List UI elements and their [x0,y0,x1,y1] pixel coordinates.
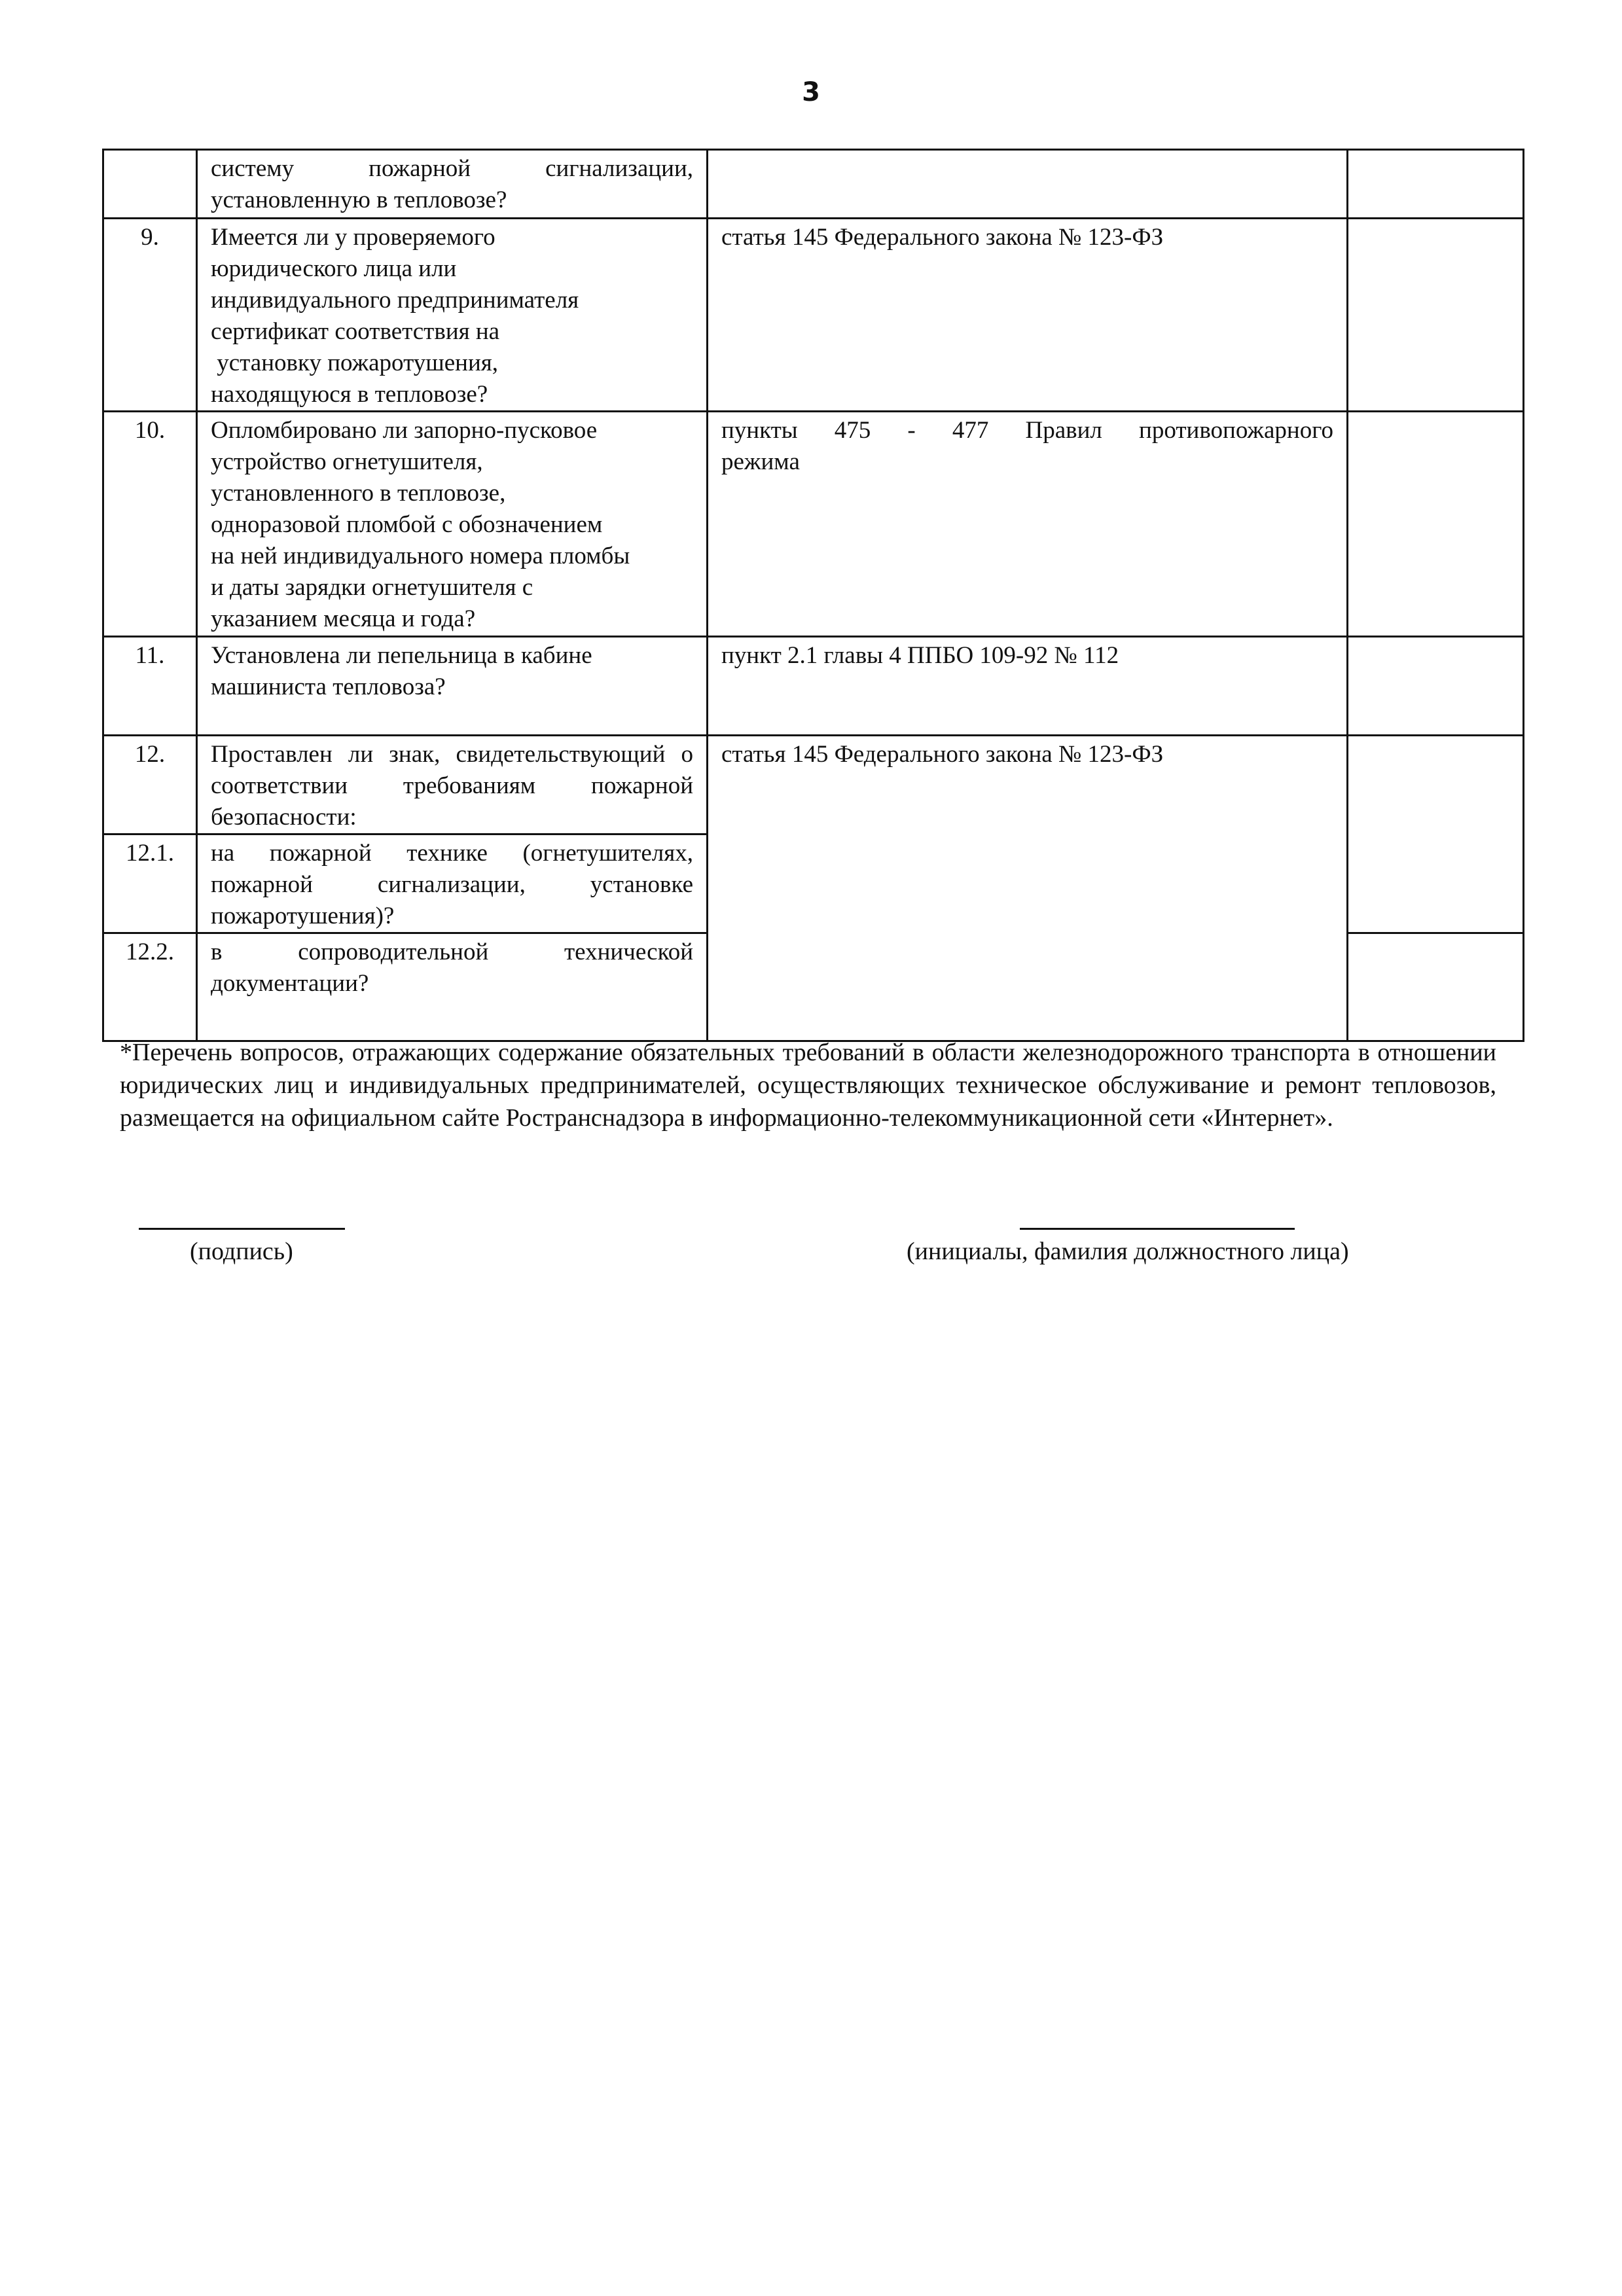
answer-mark-cell [1348,412,1524,637]
signature-line [139,1228,345,1230]
question-cell [197,637,708,736]
question-line: на ней индивидуального номера пломбы [211,543,630,569]
official-name-line [1020,1228,1295,1230]
row-number: 11. [103,637,197,736]
row-number: 12. [103,736,197,834]
row-number: 12.2. [103,933,197,1041]
official-name-caption: (инициалы, фамилия должностного лица) [907,1238,1349,1265]
page-number: 3 [802,77,820,107]
answer-mark-cell [1348,637,1524,736]
question-line: индивидуального предпринимателя [211,287,579,314]
legal-reference: статья 145 Федерального закона № 123-ФЗ [708,219,1348,412]
answer-mark-cell [1348,150,1524,219]
question-line: Установлена ли пепельница в кабине [211,642,592,669]
footnote: *Перечень вопросов, отражающих содержание обязательных требований в области железнодорожного транспорта в отношении юридических лиц и индивидуальных предпринимателей, осуществляющих техническое обслуживание и ремонт тепловозов, размещается на официальном сайте Ространснадзора в информационно-телекоммуникационной сети «Интернет». [120,1039,1496,1132]
legal-reference-line: пункты 475 - 477 Правил противопожарного [721,417,1333,444]
question-line: находящуюся в тепловозе? [211,381,488,408]
legal-reference-line: режима [721,448,800,475]
question-line: юридического лица или [211,255,457,282]
question-cell [197,412,708,637]
table-row-10 [103,412,1524,637]
checklist-table [102,149,1524,1042]
question-line: машиниста тепловоза? [211,673,446,700]
signature-caption: (подпись) [190,1238,293,1265]
question-line: установку пожаротушения, [211,350,499,376]
legal-reference: пункт 2.1 главы 4 ППБО 109-92 № 112 [708,637,1348,736]
table-row-9 [103,219,1524,412]
question-text: в сопроводительной технической документации? [197,933,708,1041]
row-number: 10. [103,412,197,637]
legal-reference-cell [708,150,1348,219]
question-line: одноразовой пломбой с обозначением [211,511,603,538]
question-line: устройство огнетушителя, [211,448,483,475]
table-row-11 [103,637,1524,736]
table-row-12 [103,736,1524,834]
question-cell [197,150,708,219]
question-cell [197,219,708,412]
question-line-spread: систему пожарной сигнализации, [211,155,693,182]
question-line: сертификат соответствия на [211,318,500,345]
answer-mark-cell [1348,933,1524,1041]
question-line: указанием месяца и года? [211,605,476,632]
row-number-cell [103,150,197,219]
question-line: установленного в тепловозе, [211,480,506,507]
row-number: 9. [103,219,197,412]
legal-reference: статья 145 Федерального закона № 123-ФЗ [708,736,1348,1041]
question-line: установленную в тепловозе? [211,187,507,213]
answer-mark-cell [1348,736,1524,933]
question-line: Опломбировано ли запорно-пусковое [211,417,598,444]
question-text: на пожарной технике (огнетушителях, пожарной сигнализации, установке пожаротушения)? [197,834,708,933]
question-line: и даты зарядки огнетушителя с [211,574,533,601]
row-number: 12.1. [103,834,197,933]
question-text: Проставлен ли знак, свидетельствующий о соответствии требованиям пожарной безопасности: [197,736,708,834]
answer-mark-cell [1348,219,1524,412]
table-row-8-continued [103,150,1524,219]
legal-reference-cell [708,412,1348,637]
question-line: Имеется ли у проверяемого [211,224,496,251]
